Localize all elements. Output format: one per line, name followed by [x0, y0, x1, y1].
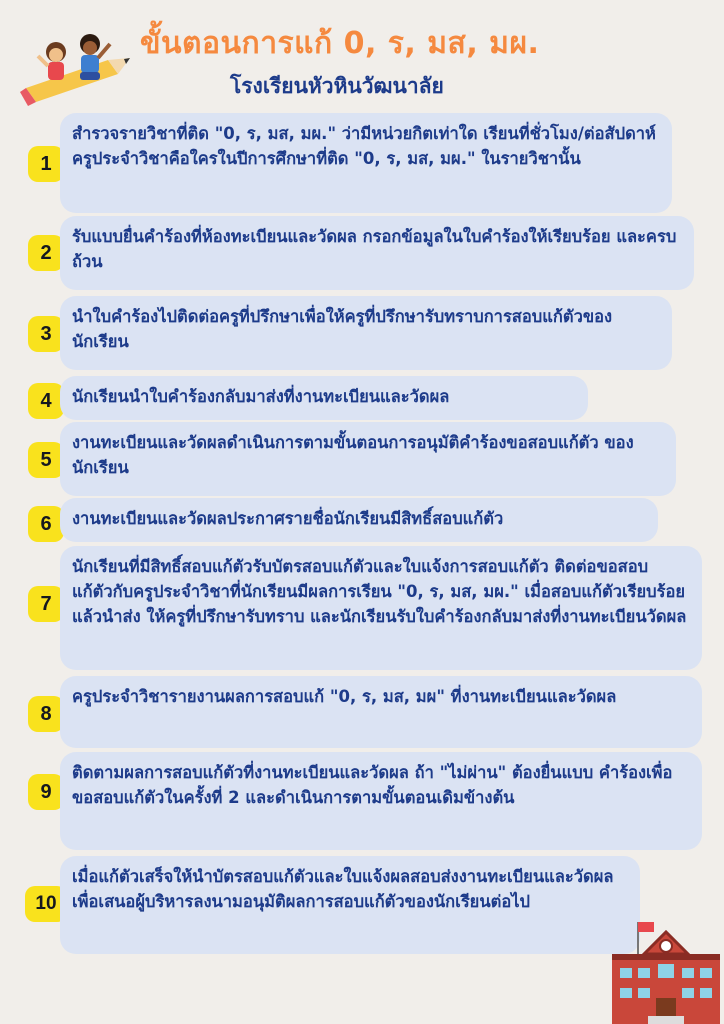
- header: [0, 0, 724, 110]
- step-text: เมื่อแก้ตัวเสร็จให้นำบัตรสอบแก้ตัวและใบแจ้งผลสอบส่งงานทะเบียนและวัดผล เพื่อเสนอผู้บริหารลงนามอนุมัติผลการสอบแก้ตัวของนักเรียนต่อไป: [60, 856, 640, 954]
- step-1: [0, 113, 724, 213]
- step-5: [0, 422, 724, 498]
- step-text: ติดตามผลการสอบแก้ตัวที่งานทะเบียนและวัดผล ถ้า "ไม่ผ่าน" ต้องยื่นแบบ คำร้องเพื่อขอสอบแก้ตัวในครั้งที่ 2 และดำเนินการตามขั้นตอนเดิมข้างต้น: [60, 752, 702, 850]
- step-number-badge: 10: [25, 886, 67, 922]
- step-text: ครูประจำวิชารายงานผลการสอบแก้ "0, ร, มส, มผ" ที่งานทะเบียนและวัดผล: [60, 676, 702, 748]
- kids-on-pencil-icon: [18, 30, 133, 110]
- step-number-badge: 2: [28, 235, 64, 271]
- step-4: [0, 376, 724, 424]
- step-text: งานทะเบียนและวัดผลดำเนินการตามขั้นตอนการอนุมัติคำร้องขอสอบแก้ตัว ของนักเรียน: [60, 422, 676, 496]
- step-number-badge: 1: [28, 146, 64, 182]
- step-number-badge: 9: [28, 774, 64, 810]
- step-number-badge: 8: [28, 696, 64, 732]
- step-text: นำใบคำร้องไปติดต่อครูที่ปรึกษาเพื่อให้ครูที่ปรึกษารับทราบการสอบแก้ตัวของนักเรียน: [60, 296, 672, 370]
- step-text: รับแบบยื่นคำร้องที่ห้องทะเบียนและวัดผล กรอกข้อมูลในใบคำร้องให้เรียบร้อย และครบถ้วน: [60, 216, 694, 290]
- step-9: [0, 752, 724, 852]
- step-number-badge: 6: [28, 506, 64, 542]
- step-number-badge: 7: [28, 586, 64, 622]
- step-2: [0, 216, 724, 292]
- step-text: นักเรียนที่มีสิทธิ์สอบแก้ตัวรับบัตรสอบแก้ตัวและใบแจ้งการสอบแก้ตัว ติดต่อขอสอบแก้ตัวกับครูประจำวิชาที่นักเรียนมีผลการเรียน "0, ร, มส, มผ." เมื่อสอบแก้ตัวเรียบร้อยแล้วนำส่ง ให้ครูที่ปรึกษารับทราบ และนักเรียนรับใบคำร้องกลับมาส่งที่งานทะเบียนวัดผล: [60, 546, 702, 670]
- school-name: โรงเรียนหัวหินวัฒนาลัย: [230, 74, 444, 98]
- step-8: [0, 676, 724, 750]
- step-number-badge: 5: [28, 442, 64, 478]
- step-6: [0, 498, 724, 546]
- step-text: สำรวจรายวิชาที่ติด "0, ร, มส, มผ." ว่ามีหน่วยกิตเท่าใด เรียนที่ชั่วโมง/ต่อสัปดาห์ ครูประจำวิชาคือใครในปีการศึกษาที่ติด "0, ร, มส, มผ." ในรายวิชานั้น: [60, 113, 672, 213]
- step-7: [0, 546, 724, 672]
- step-3: [0, 296, 724, 372]
- step-number-badge: 3: [28, 316, 64, 352]
- page-title: ขั้นตอนการแก้ 0, ร, มส, มผ.: [140, 26, 540, 61]
- step-number-badge: 4: [28, 383, 64, 419]
- school-building-icon: [608, 918, 724, 1024]
- step-text: งานทะเบียนและวัดผลประกาศรายชื่อนักเรียนมีสิทธิ์สอบแก้ตัว: [60, 498, 658, 542]
- step-text: นักเรียนนำใบคำร้องกลับมาส่งที่งานทะเบียนและวัดผล: [60, 376, 588, 420]
